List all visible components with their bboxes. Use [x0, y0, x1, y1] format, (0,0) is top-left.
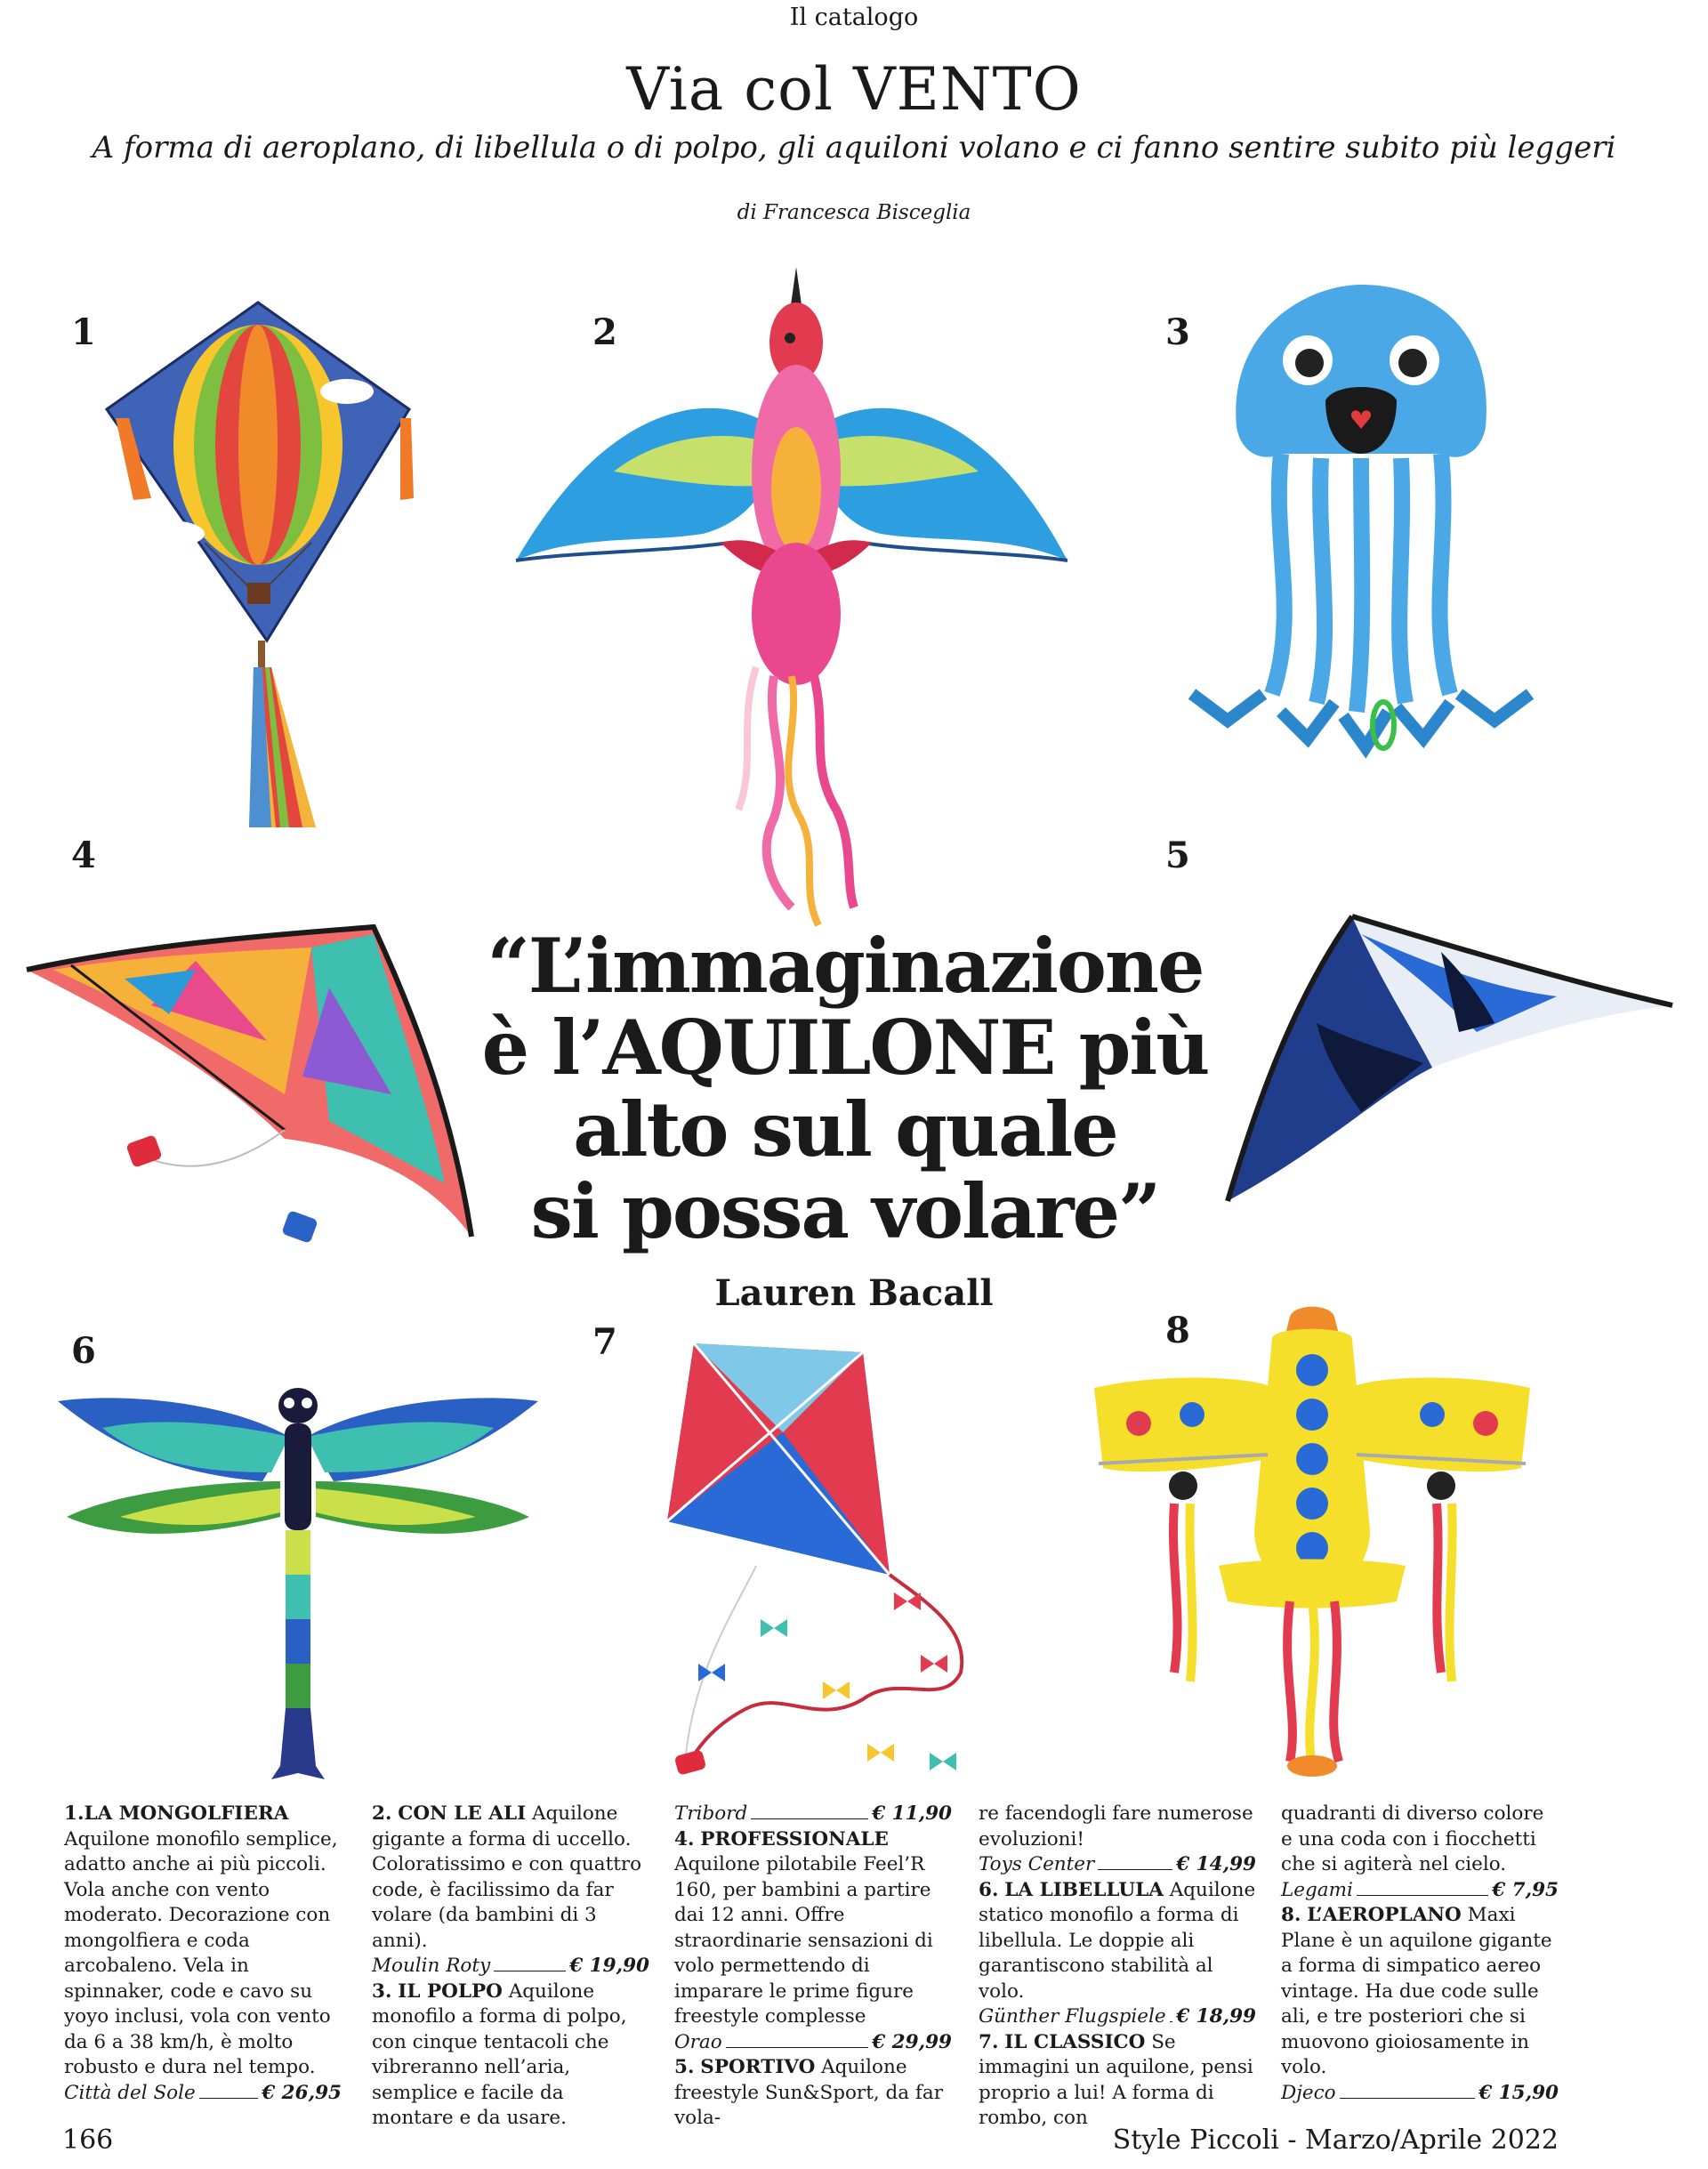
item-number-6: 6	[71, 1330, 96, 1372]
kite-3-octopus-image	[1174, 276, 1548, 774]
pull-quote	[400, 922, 1290, 1255]
product-1-price: € 26,95	[262, 2081, 342, 2104]
product-4-brand: Orao	[674, 2030, 722, 2053]
product-7-price: € 7,95	[1492, 1878, 1559, 1901]
product-1-number: 1.	[64, 1802, 85, 1825]
product-4-number: 4.	[674, 1827, 695, 1851]
product-4-shop	[674, 2030, 952, 2056]
page-number: 166	[62, 2125, 114, 2156]
product-1-brand: Città del Sole	[64, 2081, 196, 2104]
product-6-name: LA LIBELLULA	[1004, 1878, 1164, 1901]
text-column-3	[674, 1802, 952, 2132]
kite-8-airplane-image	[1085, 1299, 1548, 1779]
deck: A forma di aeroplano, di libellula o di polpo, gli aquiloni volano e ci fanno sentire subito più leggeri	[92, 130, 1616, 165]
product-2-brand: Moulin Roty	[372, 1955, 491, 1977]
product-3-number: 3.	[372, 1980, 392, 2003]
section-label: Il catalogo	[789, 4, 919, 31]
product-6-brand: Günther Flugspiele	[979, 2005, 1166, 2028]
item-number-1: 1	[71, 311, 96, 353]
product-1-shop	[64, 2081, 342, 2107]
product-4-name: PROFESSIONALE	[700, 1827, 889, 1851]
product-8-number: 8.	[1281, 1904, 1301, 1926]
text-column-5	[1281, 1802, 1559, 2106]
product-7-name: IL CLASSICO	[1004, 2030, 1146, 2053]
product-6-shop	[979, 2004, 1256, 2030]
product-3-name: IL POLPO	[398, 1980, 503, 2003]
footer-credit: Style Piccoli - Marzo/Aprile 2022	[1112, 2125, 1559, 2156]
product-6-price: € 18,99	[1176, 2005, 1256, 2028]
product-8-price: € 15,90	[1478, 2081, 1559, 2104]
product-2-shop	[372, 1954, 649, 1980]
kite-2-bird-image	[507, 267, 1076, 925]
product-7-text-end: quadranti di diverso colore e una coda con i fiocchetti che si agiterà nel cielo.	[1281, 1802, 1544, 1875]
product-7-text-start: Se immagini un aquilone, pensi proprio a lui! A forma di rombo, con	[979, 2030, 1253, 2129]
item-number-3: 3	[1165, 311, 1190, 353]
product-3-brand: Tribord	[674, 1802, 748, 1825]
kite-7-classic-kite-image	[658, 1334, 1050, 1815]
product-5-text-end: re facendogli fare numerose evoluzioni!	[979, 1802, 1253, 1851]
headline: Via col VENTO	[626, 55, 1082, 124]
pull-quote-line-4: si possa volare”	[530, 1167, 1160, 1255]
pull-quote-line-3: alto sul quale	[573, 1085, 1117, 1173]
kite-1-balloon-image	[98, 294, 436, 827]
product-8-shop	[1281, 2081, 1559, 2107]
product-1-name: LA MONGOLFIERA	[84, 1802, 289, 1825]
item-number-2: 2	[592, 311, 617, 353]
product-7-shop	[1281, 1878, 1559, 1904]
product-5-number: 5.	[674, 2056, 695, 2078]
byline: di Francesca Bisceglia	[737, 201, 971, 224]
item-number-7: 7	[592, 1321, 617, 1363]
text-column-1	[64, 1802, 342, 2106]
product-2-text: Aquilone gigante a forma di uccello. Coloratissimo e con quattro code, è facilissimo da far volare (da bambini di 3 anni).	[372, 1802, 642, 1952]
text-column-2	[372, 1802, 649, 2132]
pull-quote-line-1: “L’immaginazione	[487, 922, 1204, 1010]
product-4-text: Aquilone pilotabile Feel’R 160, per bambini a partire dai 12 anni. Offre straordinarie sensazioni di volo permettendo di imparare le prime figure freestyle complesse	[674, 1853, 933, 2028]
product-3-shop	[674, 1802, 952, 1827]
item-number-8: 8	[1165, 1310, 1190, 1351]
product-5-name: SPORTIVO	[700, 2056, 816, 2078]
product-8-name: L’AEROPLANO	[1307, 1904, 1462, 1926]
product-5-text-start: Aquilone freestyle Sun&Sport, da far vola-	[674, 2056, 943, 2129]
item-number-5: 5	[1165, 835, 1190, 876]
product-5-price: € 14,99	[1176, 1853, 1256, 1875]
product-5-brand: Toys Center	[979, 1853, 1095, 1875]
product-2-name: CON LE ALI	[398, 1802, 527, 1825]
product-2-number: 2.	[372, 1802, 392, 1825]
product-6-text: Aquilone statico monofilo a forma di libellula. Le doppie ali garantiscono stabilità al volo.	[979, 1878, 1256, 2003]
product-8-text: Maxi Plane è un aquilone gigante a forma di simpatico aereo vintage. Ha due code sulle ali, e tre posteriori che si muovono gioiosamente in volo.	[1281, 1904, 1552, 2078]
product-8-brand: Djeco	[1281, 2081, 1336, 2104]
product-1-text: Aquilone monofilo semplice, adatto anche ai più piccoli. Vola anche con vento moderato. Decorazione con mongolfiera e coda arcobaleno. Vela in spinnaker, code e cavo su yoyo inclusi, vola con vento da 6 a 38 km/h, è molto robusto e dura nel tempo.	[64, 1827, 338, 2078]
pull-quote-line-2: è l’AQUILONE più	[481, 1004, 1209, 1092]
product-2-price: € 19,90	[569, 1955, 649, 1977]
text-column-4	[979, 1802, 1256, 2132]
product-7-number: 7.	[979, 2030, 999, 2053]
item-number-4: 4	[71, 835, 96, 876]
product-3-price: € 11,90	[872, 1802, 952, 1825]
product-3-text: Aquilone monofilo a forma di polpo, con cinque tentacoli che vibreranno nell’aria, semplice e facile da montare e da usare.	[372, 1980, 627, 2129]
product-6-number: 6.	[979, 1878, 999, 1901]
kite-6-dragonfly-image	[49, 1383, 547, 1784]
product-7-brand: Legami	[1281, 1878, 1353, 1901]
quote-author: Lauren Bacall	[714, 1272, 994, 1314]
product-5-shop	[979, 1852, 1256, 1878]
product-4-price: € 29,99	[872, 2030, 952, 2053]
